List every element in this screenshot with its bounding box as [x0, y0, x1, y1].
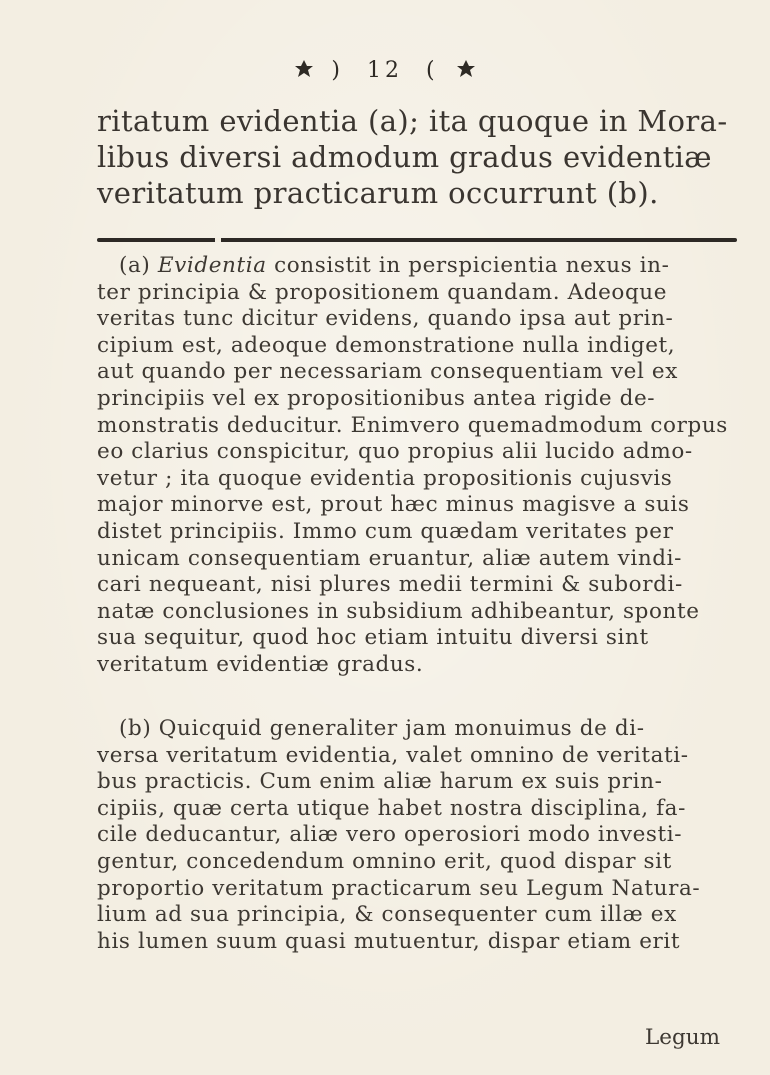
footnote-line: natæ conclusiones in subsidium adhibeantur, sponte: [97, 598, 700, 624]
catchword: Legum: [645, 1025, 720, 1050]
footnote-line: ter principia & propositionem quandam. Adeoque: [97, 279, 668, 305]
page-header: [0, 58, 770, 83]
main-text-line: libus diversi admodum gradus evidentiæ: [97, 140, 712, 174]
footnote-line: veritatum evidentiæ gradus.: [97, 651, 424, 677]
footnote-line: proportio veritatum practicarum seu Legum Natura-: [97, 875, 701, 901]
footnote-line: principiis vel ex propositionibus antea rigide de-: [97, 385, 656, 411]
footnote-line: cipium est, adeoque demonstratione nulla indiget,: [97, 332, 676, 358]
footnote-a-first-line: [97, 253, 742, 280]
footnote-b-marker: (b): [119, 716, 152, 741]
footnote-line: monstratis deducitur. Enimvero quemadmodum corpus: [97, 412, 728, 438]
header-left-mark: ): [331, 58, 344, 83]
footnote-line: cipiis, quæ certa utique habet nostra disciplina, fa-: [97, 795, 686, 821]
fleuron-left-icon: [294, 59, 314, 79]
footnote-a-first-line-text: consistit in perspicientia nexus in-: [274, 253, 670, 278]
footnote-line: his lumen suum quasi mutuentur, dispar etiam erit: [97, 928, 681, 954]
footnote-b-first-line: [97, 716, 742, 743]
footnote-divider: [97, 238, 737, 242]
footnote-line: unicam consequentiam eruantur, aliæ autem vindi-: [97, 545, 682, 571]
footnote-line: cari nequeant, nisi plures medii termini & subordi-: [97, 572, 683, 598]
main-text-line: veritatum practicarum occurrunt (b).: [97, 176, 659, 210]
footnote-line: aut quando per necessariam consequentiam vel ex: [97, 359, 678, 385]
footnote-b: [97, 716, 742, 955]
footnote-line: eo clarius conspicitur, quo propius alii lucido admo-: [97, 439, 693, 465]
footnote-b-first-line-text: Quicquid generaliter jam monuimus de di-: [158, 716, 645, 741]
main-text-line: ritatum evidentia (a); ita quoque in Mora-: [97, 104, 728, 138]
footnote-a-term: Evidentia: [157, 253, 267, 278]
footnote-line: lium ad sua principia, & consequenter cum illæ ex: [97, 902, 677, 928]
header-right-mark: (: [426, 58, 439, 83]
footnote-line: bus practicis. Cum enim aliæ harum ex suis prin-: [97, 769, 663, 795]
footnote-line: major minorve est, prout hæc minus magisve a suis: [97, 492, 690, 518]
page-number: 12: [367, 58, 403, 83]
footnote-a: [97, 253, 742, 679]
footnote-line: distet principiis. Immo cum quædam veritates per: [97, 518, 674, 544]
main-text-block: [97, 103, 737, 211]
footnote-line: gentur, concedendum omnino erit, quod dispar sit: [97, 848, 672, 874]
footnote-line: cile deducantur, aliæ vero operosiori modo investi-: [97, 822, 683, 848]
footnote-a-marker: (a): [119, 253, 151, 278]
footnote-line: vetur ; ita quoque evidentia propositionis cujusvis: [97, 465, 673, 491]
footnote-line: versa veritatum evidentia, valet omnino de veritati-: [97, 742, 689, 768]
footnote-line: sua sequitur, quod hoc etiam intuitu diversi sint: [97, 625, 649, 651]
fleuron-right-icon: [456, 59, 476, 79]
footnote-line: veritas tunc dicitur evidens, quando ipsa aut prin-: [97, 306, 674, 332]
